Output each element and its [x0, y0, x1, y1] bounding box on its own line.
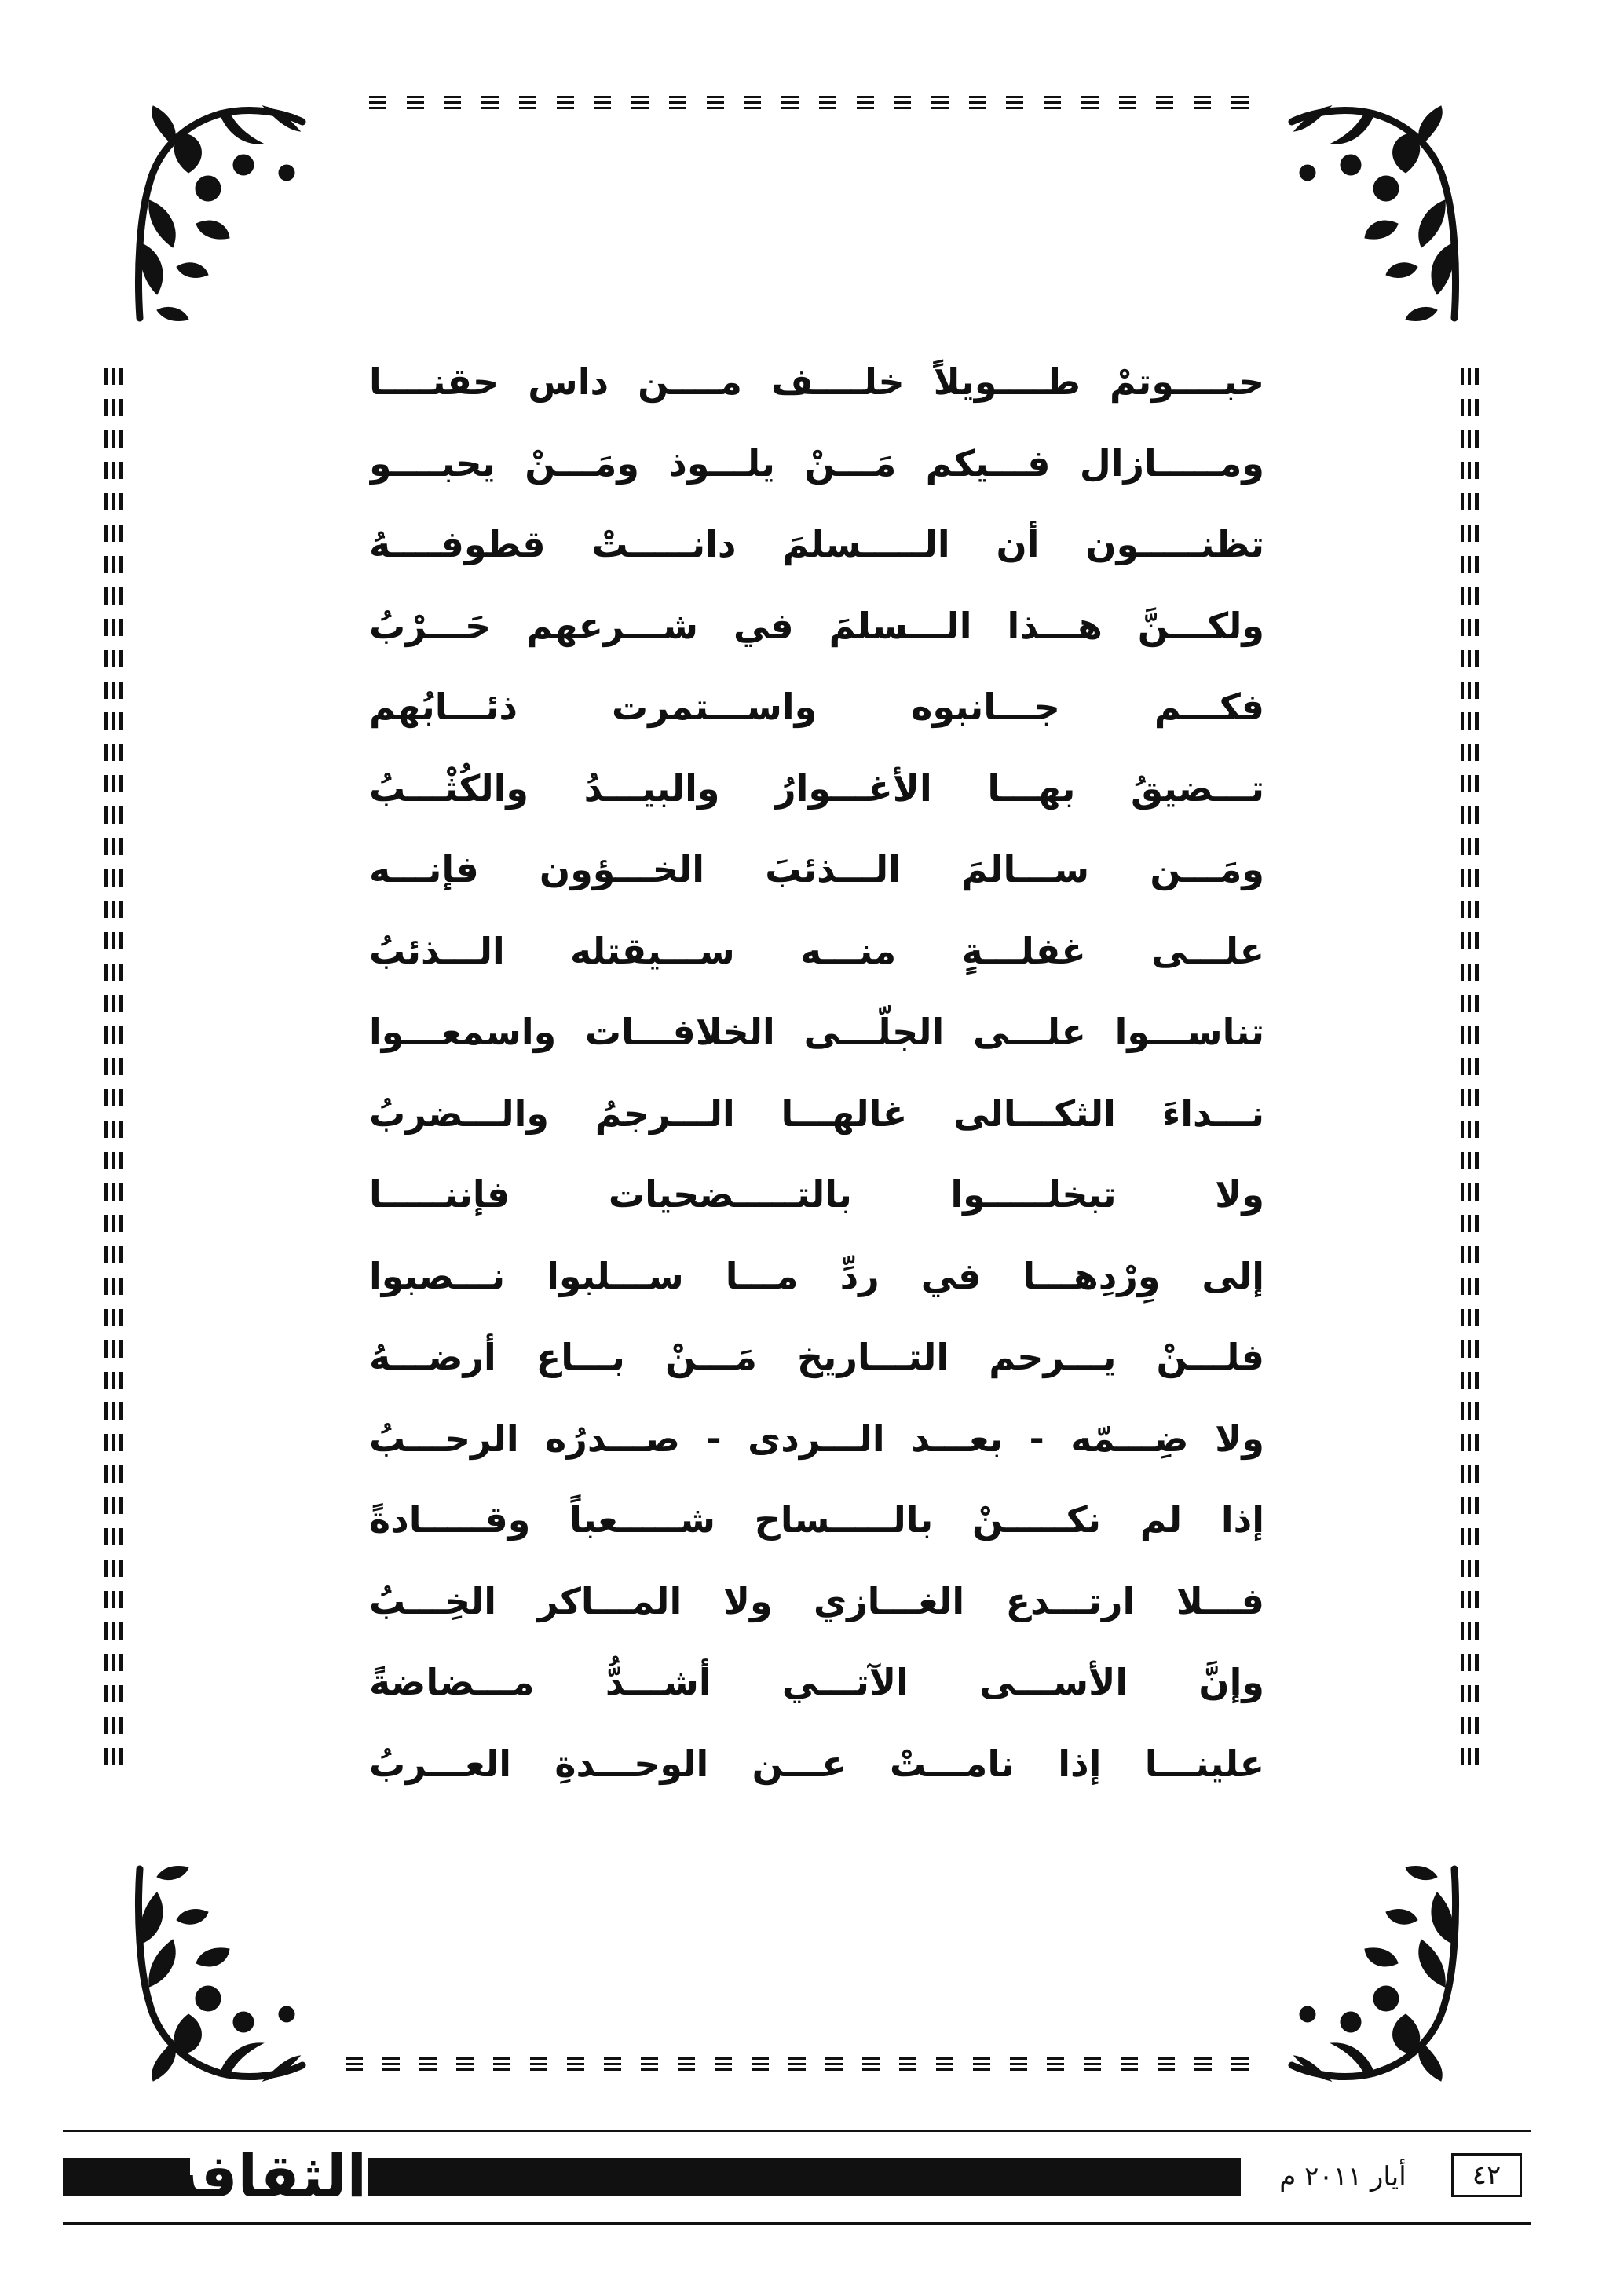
bottom-left-floral-ornament-icon [126, 1861, 306, 2089]
poem-verse: إلى وِرْدِهـــا في ردِّ مـــا ســـلبوا نـــصبوا [369, 1254, 1264, 1297]
magazine-logo: الثقافة [164, 2143, 367, 2211]
poem-verse: تناســـوا علـــى الجلّـــى الخلافـــات واسمعـــوا [369, 1011, 1264, 1053]
poem-verse: علـــى غفلـــةٍ منـــه ســـيقتله الـــذئبُ [369, 929, 1264, 972]
top-dashed-border [369, 96, 1249, 110]
footer-right-bar [368, 2158, 1241, 2196]
poem-body [369, 342, 1264, 1805]
poem-verse: نـــداءَ الثكـــالى غالهـــا الـــرجمُ والـــضربُ [369, 1092, 1264, 1135]
top-left-floral-ornament-icon [126, 98, 306, 326]
poem-verse: إذا لم نكـــــنْ بالـــــساح شـــــعباً وقـــــادةً [369, 1498, 1264, 1541]
poem-verse: علينـــا إذا نامـــتْ عـــن الوحـــدةِ العـــربُ [369, 1742, 1264, 1785]
left-dashed-border [104, 368, 123, 1765]
bottom-right-floral-ornament-icon [1288, 1861, 1469, 2089]
poem-verse: فلـــنْ يـــرحم التـــاريخ مَـــنْ بـــاع أرضـــهُ [369, 1336, 1264, 1378]
poem-verse: تظنـــــون أن الـــــسلمَ دانـــــتْ قطوفــــهُ [369, 523, 1264, 565]
poem-verse: حبــــوتمْ طــــويلاً خلــــف مــــن داس حقنــــا [369, 360, 1264, 403]
footer-bottom-rule [63, 2222, 1531, 2225]
issue-date: أيار ٢٠١١ م [1279, 2161, 1406, 2192]
poem-verse: ومـــــازال فـــيكم مَـــنْ يلـــوذ ومَـــنْ يحبــــو [369, 441, 1264, 485]
page-number: ٤٢ [1451, 2153, 1522, 2197]
poem-verse: ولا ضِـــمّه - بعـــد الـــردى - صـــدرُه الرحـــبُ [369, 1417, 1264, 1460]
footer-top-rule [63, 2130, 1531, 2132]
right-dashed-border [1461, 368, 1480, 1765]
poem-verse: فكـــم جـــانبوه واســـتمرت ذئـــابُهم [369, 686, 1264, 728]
poem-verse: تـــضيقُ بهـــا الأغـــوارُ والبيـــدُ والكُثْـــبُ [369, 766, 1264, 810]
poem-verse: ولا تبخلـــــوا بالتـــــضحيات فإننـــــا [369, 1173, 1264, 1216]
bottom-dashed-border [346, 2057, 1249, 2072]
poem-verse: فـــلا ارتـــدع الغـــازي ولا المـــاكر الخِـــبُ [369, 1579, 1264, 1622]
poem-verse: ولكـــنَّ هـــذا الـــسلمَ في شـــرعهم حَـــرْبُ [369, 604, 1264, 647]
poem-verse: وإنَّ الأســـى الآتـــي أشـــدُّ مـــضاضةً [369, 1661, 1264, 1703]
poem-verse: ومَـــن ســـالمَ الـــذئبَ الخـــؤون فإنـــه [369, 848, 1264, 890]
top-right-floral-ornament-icon [1288, 98, 1469, 326]
